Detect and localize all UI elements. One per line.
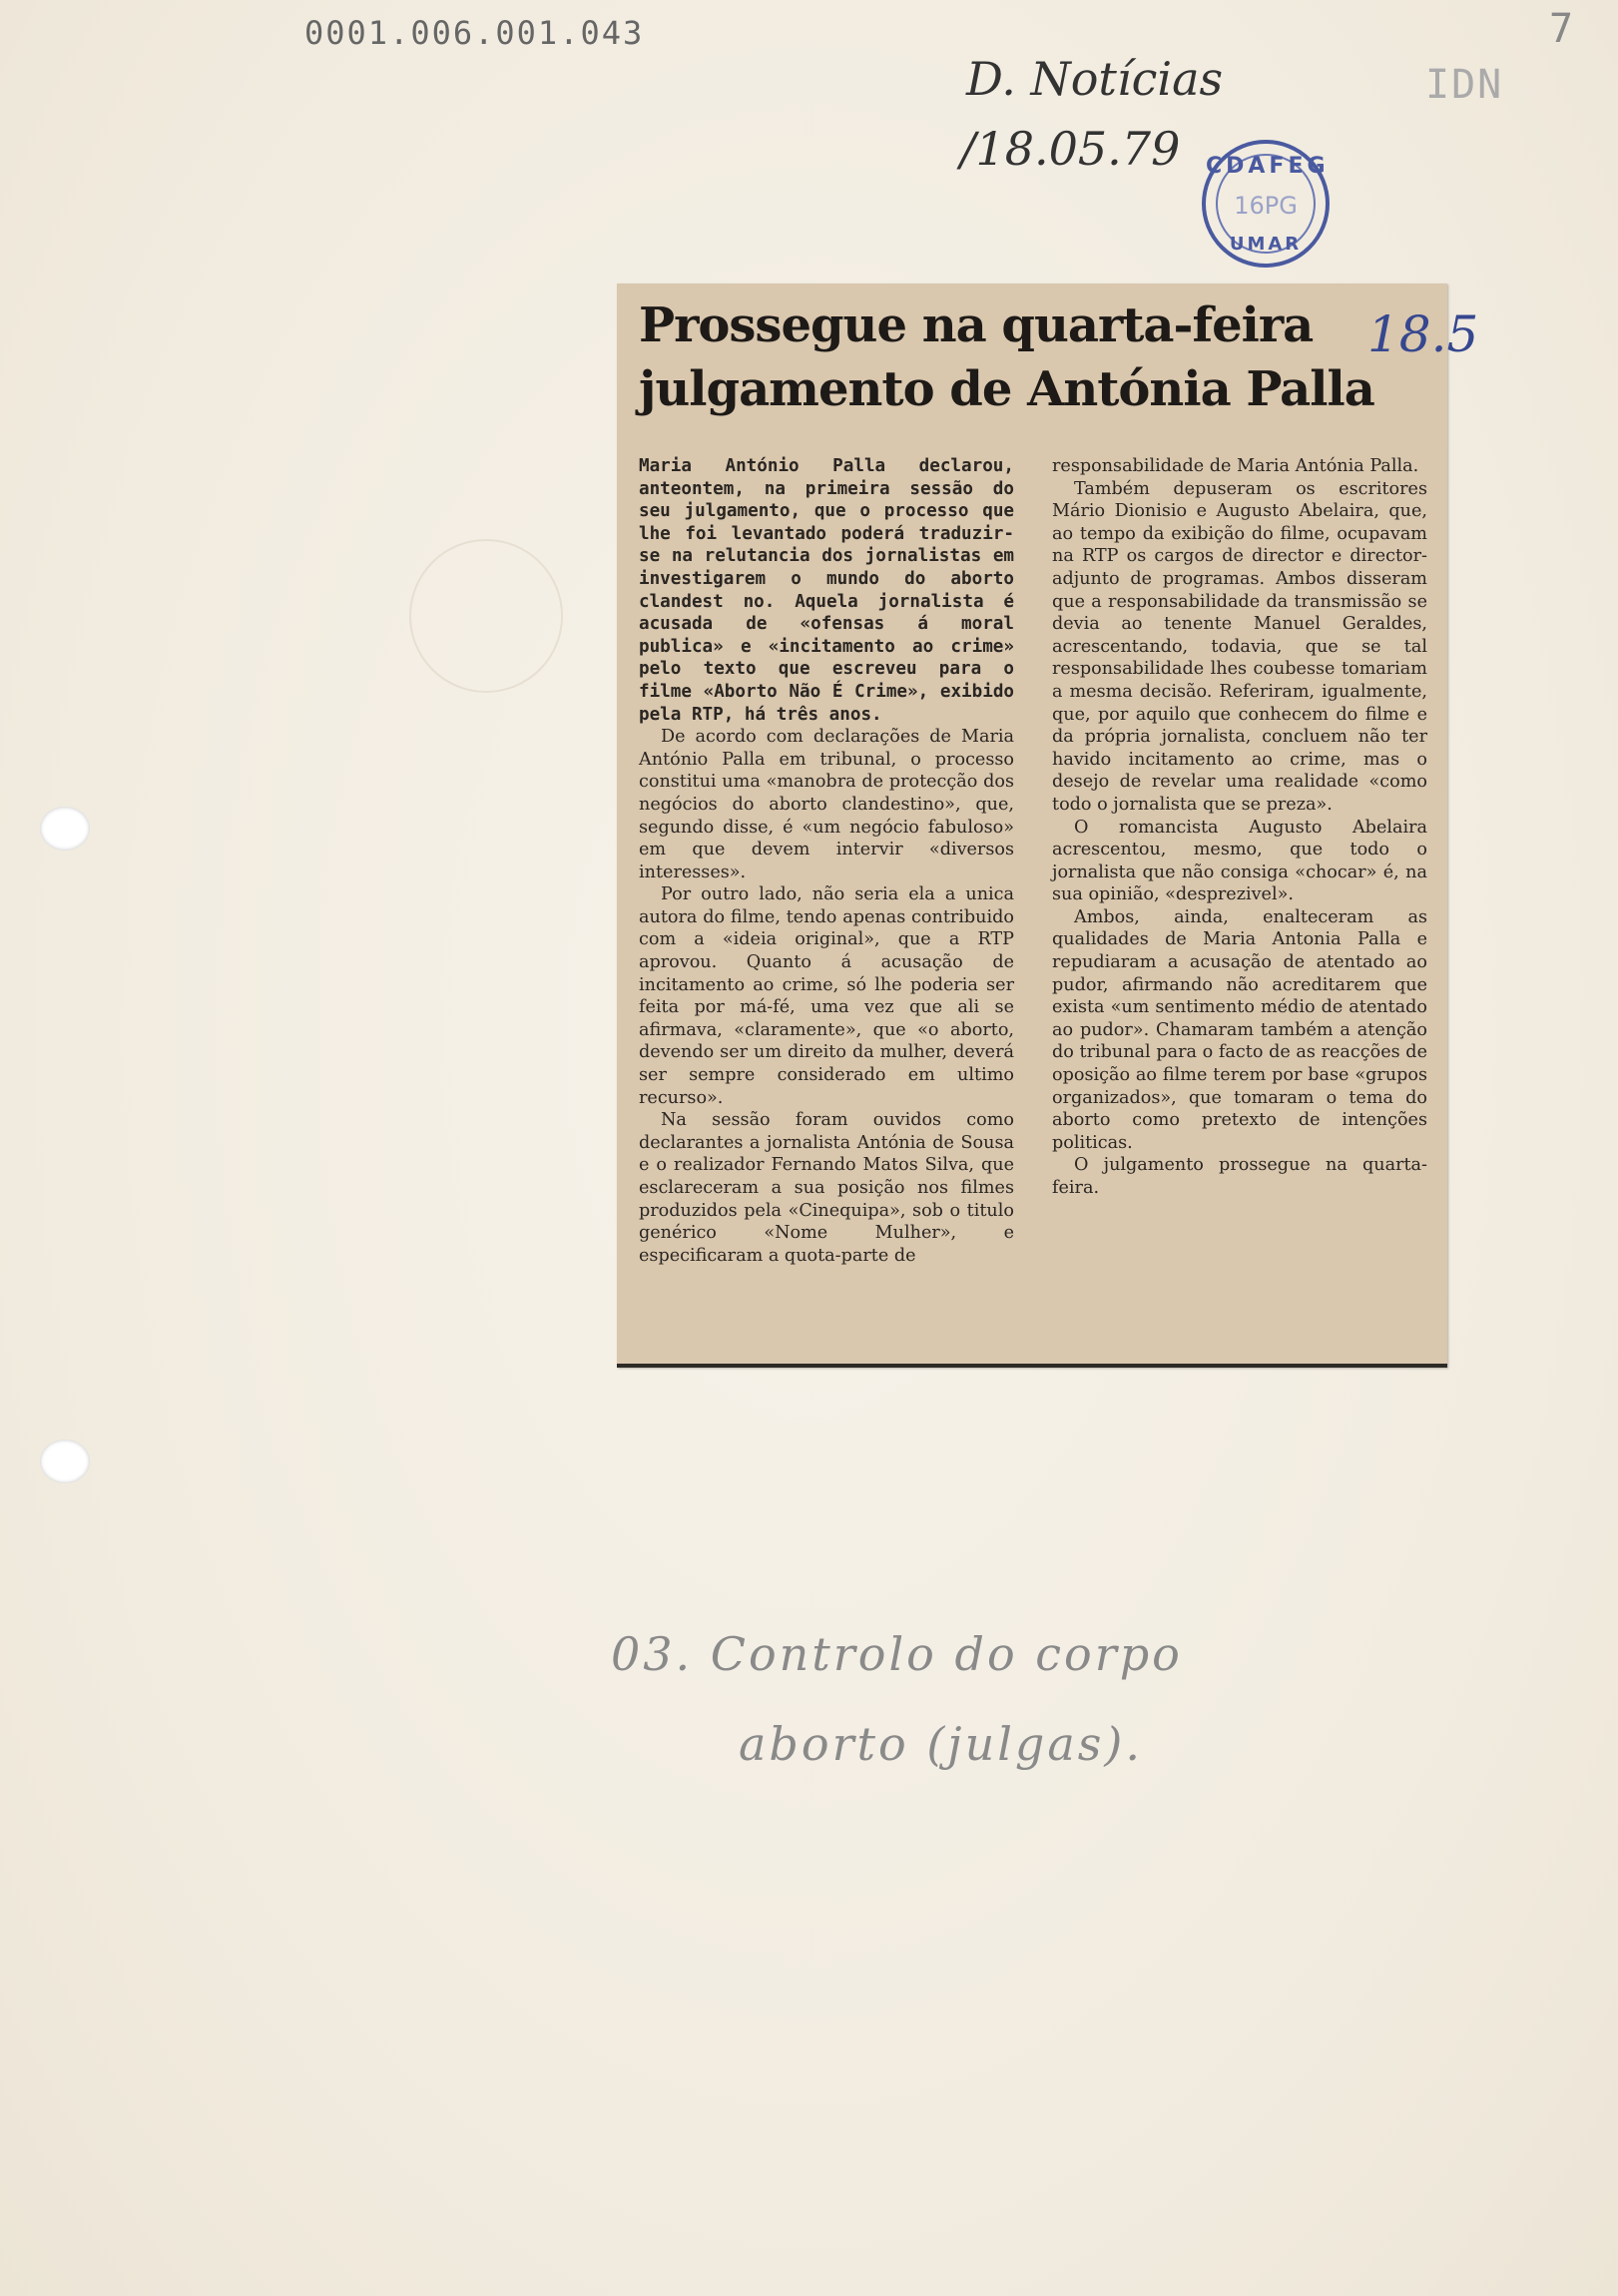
handwritten-note-line-2: aborto (julgas). [739,1717,1143,1771]
newspaper-clipping [617,284,1479,1368]
article-paragraph: Ambos, ainda, enalteceram as qualidades de Maria Antonia Palla e repudiaram a acusação de atentado ao pudor, afirmando não acreditarem que exista «um sentimento médio de atentado ao pudor». Chamaram também a atenção do tribunal para o facto de as reacções de oposição ao filme terem por base «grupos organizados», que tomaram o tema do aborto como pretexto de intenções politicas. [1052,906,1427,1153]
article-paragraph: responsabilidade de Maria Antónia Palla. [1052,456,1419,476]
article-paragraph: Na sessão foram ouvidos como declarantes a jornalista Antónia de Sousa e o realizador Fernando Matos Silva, que esclareceram a sua posição nos filmes produzidos pela «Cinequipa», sob o titulo genérico «Nome Mulher», e especificaram a quota-parte de [639,1110,1014,1266]
article-column-1 [639,455,1014,1267]
article-paragraph: Por outro lado, não seria ela a unica autora do filme, tendo apenas contribuido com a «ideia original», que a RTP aprovou. Quanto á acusação de incitamento ao crime, só lhe poderia ser feita por má-fé, uma vez que ali se afirmava, «claramente», que «o aborto, devendo ser um direito da mulher, deverá ser sempre considerado em ultimo recurso». [639,884,1014,1108]
article-paragraph: Maria António Palla declarou, anteontem, na primeira sessão do seu julgamento, que o processo que lhe foi levantado poderá traduzir-se na relutancia dos jornalistas em investigarem o mundo do aborto clandest no. Aquela jornalista é acusada de «ofensas á moral publica» e «incitamento ao crime» pelo texto que escreveu para o filme «Aborto Não É Crime», exibido pela RTP, há três anos. [639,456,1014,725]
source-name: D. Notícias [966,52,1224,106]
stamp-mid-text: 16PG [1234,192,1298,220]
archive-code: 0001.006.001.043 [304,14,645,52]
article-paragraph: De acordo com declarações de Maria António Palla em tribunal, o processo constitui uma «manobra de protecção dos negócios do aborto clandestino», que, segundo disse, é «um negócio fabuloso» em que devem intervir «diversos interesses». [639,727,1014,882]
handwritten-note-line-1: 03. Controlo do corpo [611,1627,1183,1681]
article-columns [639,455,1427,1267]
article-headline: Prossegue na quarta-feira julgamento de Antónia Palla [639,297,1374,417]
margin-date: 18.5 [1367,305,1479,363]
punch-hole-bottom [40,1439,90,1483]
faint-circle-mark [409,539,563,693]
article-paragraph: O julgamento prossegue na quarta-feira. [1052,1155,1427,1198]
corner-initials: IDN [1425,62,1504,108]
article-paragraph: O romancista Augusto Abelaira acrescentou, mesmo, que todo o jornalista que não consiga «chocar» é, na sua opinião, «desprezivel». [1052,817,1427,905]
stamp-top-text: CDAFEG [1206,154,1330,179]
source-date: /18.05.79 [960,122,1181,176]
page-number: 7 [1549,6,1574,52]
article-paragraph: Também depuseram os escritores Mário Dionisio e Augusto Abelaira, que, ao tempo da exibição do filme, ocupavam na RTP os cargos de director e director-adjunto de programas. Ambos disseram que a responsabilidade da transmissão se devia ao tenente Manuel Geraldes, acrescentando, todavia, que se tal responsabilidade lhes coubesse tomariam a mesma decisão. Referiram, igualmente, que, por aquilo que conhecem do filme e da própria jornalista, concluem não ter havido incitamento ao crime, mas o desejo de revelar uma realidade «como todo o jornalista que se preza». [1052,478,1427,815]
article-column-2 [1052,455,1427,1267]
punch-hole-top [40,807,90,851]
stamp-bottom-text: UMAR [1229,234,1303,255]
archive-stamp [1202,140,1330,268]
